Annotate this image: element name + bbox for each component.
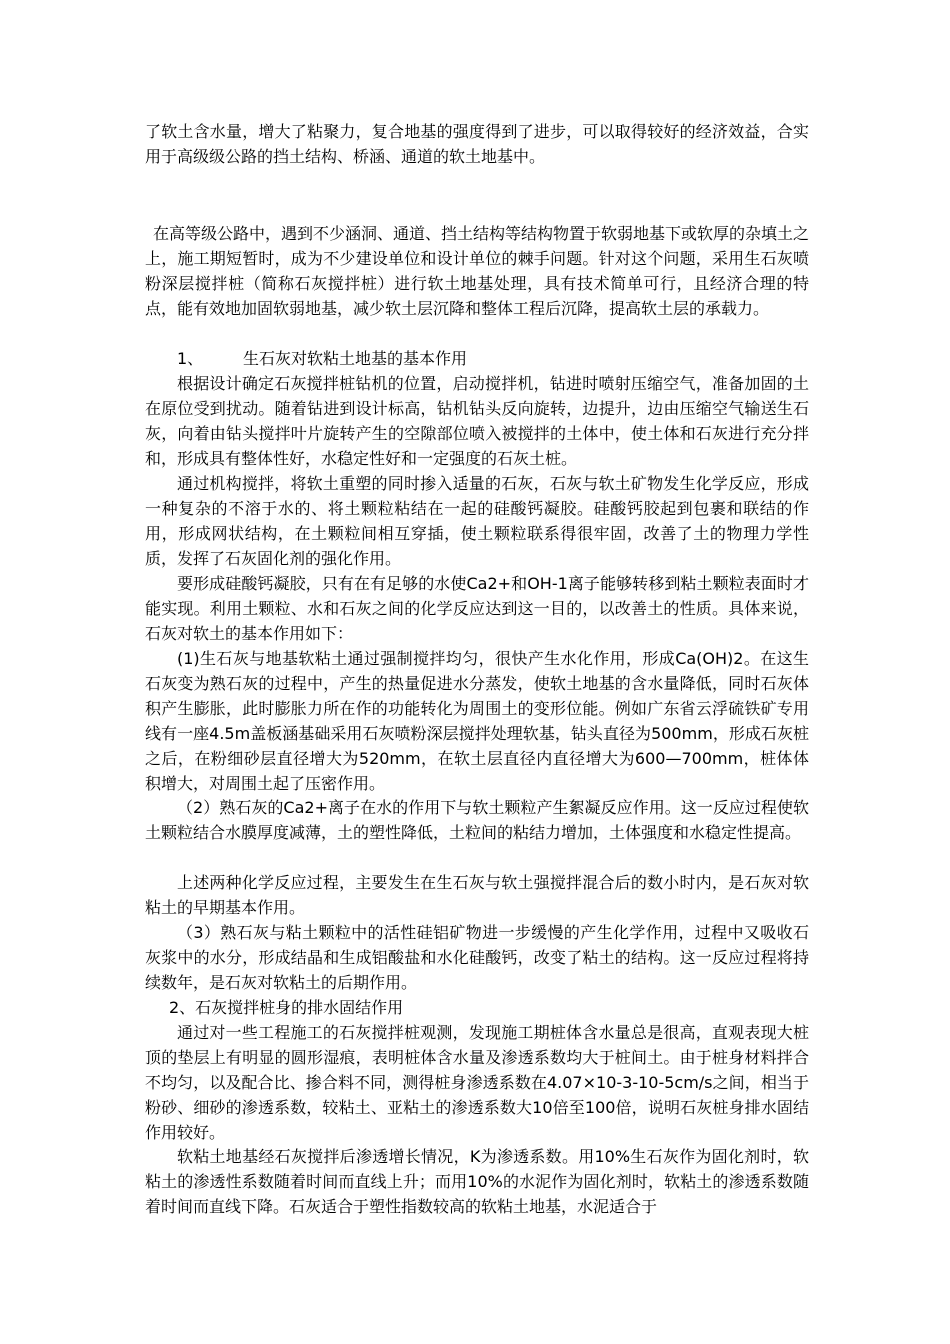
paragraph-continued: 了软土含水量，增大了粘聚力，复合地基的强度得到了进步，可以取得较好的经济效益，合实用于高级级公路的挡土结构、桥涵、通道的软土地基中。: [145, 122, 809, 166]
paragraph-process: 根据设计确定石灰搅拌桩钻机的位置，启动搅拌机，钻进时喷射压缩空气，准备加固的土在原位受到扰动。随着钻进到设计标高，钻机钻头反向旋转，边提升，边由压缩空气输送生石灰，向着由钻头搅拌叶片旋转产生的空隙部位喷入被搅拌的土体中，使土体和石灰进行充分拌和，形成具有整体性好，水稳定性好和一定强度的石灰土桩。: [145, 374, 809, 468]
paragraph-effect-3: （3）熟石灰与粘土颗粒中的活性硅铝矿物进一步缓慢的产生化学作用，过程中又吸收石灰浆中的水分，形成结晶和生成铝酸盐和水化硅酸钙，改变了粘土的结构。这一反应过程将持续数年，是石灰对软粘土的后期作用。: [145, 923, 809, 992]
paragraph-intro: 在高等级公路中，遇到不少涵洞、通道、挡土结构等结构物置于软弱地基下或软厚的杂填土之上，施工期短暂时，成为不少建设单位和设计单位的棘手问题。针对这个问题，采用生石灰喷粉深层搅拌桩（简称石灰搅拌桩）进行软土地基处理，具有技术简单可行，且经济合理的特点，能有效地加固软弱地基，减少软土层沉降和整体工程后沉降，提高软土层的承载力。: [145, 224, 810, 318]
section-heading-2: 2、石灰搅拌桩身的排水固结作用: [169, 998, 404, 1017]
paragraph-mechanism: 通过机构搅拌，将软土重塑的同时掺入适量的石灰，石灰与软土矿物发生化学反应，形成一种复杂的不溶于水的、将土颗粒粘结在一起的硅酸钙凝胶。硅酸钙胶起到包裹和联结的作用，形成网状结构，在土颗粒间相互穿插，使土颗粒联系得很牢固，改善了土的物理力学性质，发挥了石灰固化剂的强化作用。: [145, 474, 809, 568]
paragraph-permeability: 软粘土地基经石灰搅拌后渗透增长情况，K为渗透系数。用10%生石灰作为固化剂时，软粘土的渗透性系数随着时间而直线上升；而用10%的水泥作为固化剂时，软粘土的渗透系数随着时间而直线下降。石灰适合于塑性指数较高的软粘土地基，水泥适合于: [145, 1147, 809, 1216]
paragraph-early-effect: 上述两种化学反应过程，主要发生在生石灰与软土强搅拌混合后的数小时内，是石灰对软粘土的早期基本作用。: [145, 873, 809, 917]
paragraph-condition: 要形成硅酸钙凝胶，只有在有足够的水使Ca2+和OH-1离子能够转移到粘土颗粒表面时才能实现。利用土颗粒、水和石灰之间的化学反应达到这一目的，以改善土的性质。具体来说，石灰对软土的基本作用如下：: [145, 574, 809, 643]
paragraph-effect-1: (1)生石灰与地基软粘土通过强制搅拌均匀，很快产生水化作用，形成Ca(OH)2。在这生石灰变为熟石灰的过程中，产生的热量促进水分蒸发，使软土地基的含水量降低，同时石灰体积产生膨胀，此时膨胀力所在作的功能转化为周围土的变形位能。例如广东省云浮硫铁矿专用线有一座4.5m盖板涵基础采用石灰喷粉深层搅拌处理软基，钻头直径为500mm，形成石灰桩之后，在粉细砂层直径增大为520mm，在软土层直径内直径增大为600—700mm，桩体体积增大，对周围土起了压密作用。: [145, 649, 809, 793]
paragraph-drainage: 通过对一些工程施工的石灰搅拌桩观测，发现施工期桩体含水量总是很高，直观表现大桩顶的垫层上有明显的圆形湿痕，表明桩体含水量及渗透系数均大于桩间土。由于桩身材料拌合不均匀，以及配合比、掺合料不同，测得桩身渗透系数在4.07×10-3-10-5cm/s之间，相当于粉砂、细砂的渗透系数，较粘土、亚粘土的渗透系数大10倍至100倍，说明石灰桩身排水固结作用较好。: [145, 1023, 809, 1142]
section-title-1: 生石灰对软粘土地基的基本作用: [243, 349, 468, 368]
paragraph-effect-2: （2）熟石灰的Ca2+离子在水的作用下与软土颗粒产生絮凝反应作用。这一反应过程使软土颗粒结合水膜厚度减薄，土的塑性降低，土粒间的粘结力增加，土体强度和水稳定性提高。: [145, 798, 809, 842]
section-heading-1: [177, 347, 467, 372]
section-number-1: 1、: [177, 349, 204, 368]
